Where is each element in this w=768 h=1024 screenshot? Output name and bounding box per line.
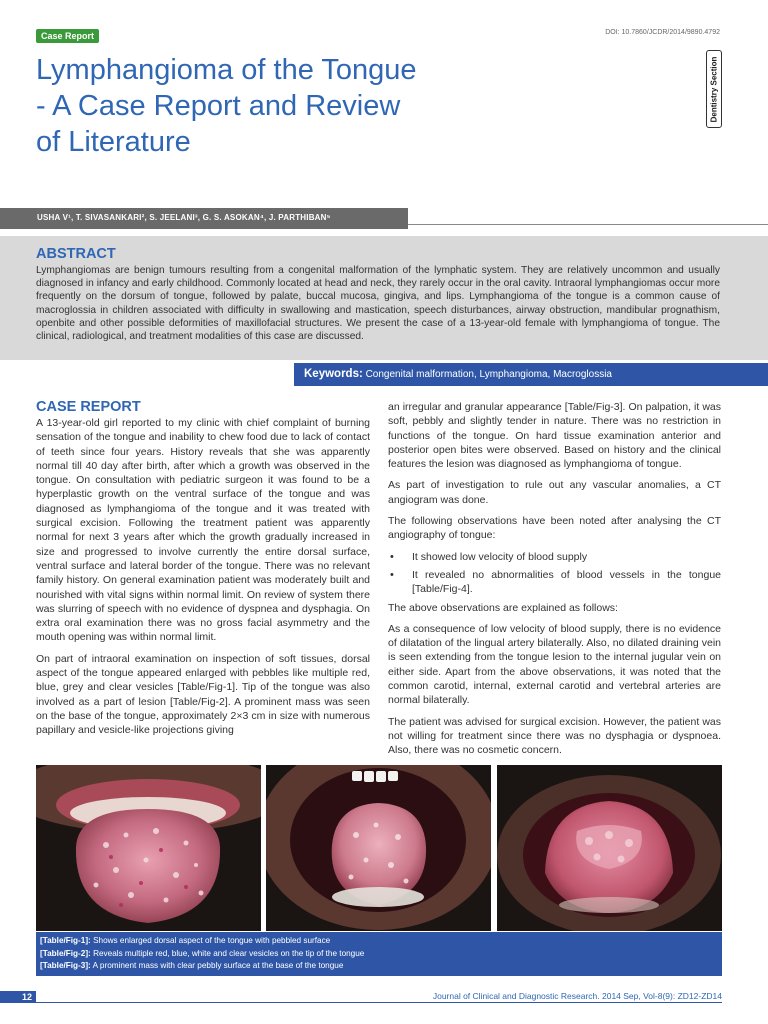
figure-1-photo [36, 765, 261, 931]
abstract-heading: ABSTRACT [36, 246, 116, 262]
paragraph: The patient was advised for surgical excision. However, the patient was not willing for treatment since there was no dysphagia or dyspnoea. Also, there was no cosmetic concern. [388, 715, 721, 757]
title-line-1: Lymphangioma of the Tongue [36, 54, 417, 86]
left-column [36, 400, 370, 745]
article-type-badge: Case Report [36, 29, 99, 43]
figure-2-photo [266, 765, 491, 931]
abstract-section [0, 236, 768, 360]
paragraph: The following observations have been noted after analysing the CT angiography of tongue: [388, 515, 721, 542]
doi: DOI: 10.7860/JCDR/2014/9890.4792 [605, 29, 720, 36]
caption-text: Shows enlarged dorsal aspect of the tongue with pebbled surface [93, 936, 331, 945]
caption-label: [Table/Fig-1]: [40, 936, 91, 945]
article-title [36, 52, 496, 160]
caption-1 [40, 935, 722, 948]
abstract-text: Lymphangiomas are benign tumours resulting from a congenital malformation of the lymphatic system. They are relatively uncommon and usually diagnosed in infancy and early childhood. Commonly located at head and neck, they rarely occur in the oral cavity. Intraoral lymphangiomas occur more frequently on the dorsum of tongue, followed by palate, buccal mucosa, gingiva, and lips. Lymphangioma of the tongue is a common cause of macroglossia in children associated with difficulty in swallowing and mastication, speech disturbances, airway obstruction, mandibular prognathism, openbite and other possible deformities of maxillofacial structures. We present the case of a 13-year-old female with lymphangioma of tongue. The clinical, radiological, and treatment modalities of this case are discussed. [36, 265, 720, 343]
author-list: USHA V¹, T. SIVASANKARI², S. JEELANI³, G. S. ASOKAN⁴, J. PARTHIBAN⁵ [0, 208, 408, 229]
observation-list [388, 550, 721, 597]
caption-text: A prominent mass with clear pebbly surface at the base of the tongue [92, 961, 344, 970]
caption-label: [Table/Fig-2]: [40, 948, 91, 958]
caption-2 [40, 948, 722, 961]
title-line-3: of Literature [36, 126, 191, 158]
title-line-2: - A Case Report and Review [36, 90, 401, 122]
caption-text: Reveals multiple red, blue, white and clear vesicles on the tip of the tongue [93, 948, 365, 958]
caption-3 [40, 960, 722, 973]
paragraph: A 13-year-old girl reported to my clinic with chief complaint of burning sensation of the tongue and inability to chew food due to lack of contact of teeth since four years. History reveals that she was apparently normal till 40 day after birth, after which a growth was observed in the tongue. On consultation with pediatric surgeon it was found to be a hyperplastic growth on the ventral surface of the tongue and was diagnosed as lymphangioma of the tongue and it was treated with surgical excision. Following the treatment patient was apparently normal for next 3 years after which the growth gradually increased in size and progressed to involve currently the entire dorsal surface, ventral surface and lateral border of the tongue. There was no relevant family history. On general examination patient was moderately built and nourished with vital signs within normal limit. On review of system there was slurring of speech with no evidence of dyspnea and dysphagia. On extra oral examination there was no gross facial asymmetry and the mouth opening was within normal limit. [36, 417, 370, 644]
figure-captions [36, 932, 722, 976]
caption-label: [Table/Fig-3]: [40, 961, 91, 970]
section-tab [706, 50, 722, 128]
journal-citation: Journal of Clinical and Diagnostic Research. 2014 Sep, Vol-8(9): ZD12-ZD14 [432, 991, 722, 1001]
footer-divider [36, 1002, 722, 1003]
list-item: • It showed low velocity of blood supply [388, 550, 721, 564]
paragraph: The above observations are explained as follows: [388, 601, 618, 614]
list-item: • It revealed no abnormalities of blood vessels in the tongue [Table/Fig-4]. [388, 568, 721, 597]
keywords-bar [294, 363, 768, 386]
case-report-heading: CASE REPORT [36, 399, 141, 415]
keywords-label: Keywords: [304, 368, 363, 380]
section-label: Dentistry Section [709, 56, 719, 122]
divider [408, 224, 768, 225]
right-column [388, 400, 721, 765]
page-number: 12 [0, 991, 36, 1003]
paragraph: As a consequence of low velocity of blood supply, there is no evidence of dilatation of the lingual artery bilaterally. Also, no dilated draining vein is seen extending from the tongue lesion to the internal jugular vein on either side. Apart from the above observations, it was noted that the common carotid, internal, external carotid and vertebral arteries are normal bilaterally. [388, 622, 721, 707]
paragraph: an irregular and granular appearance [Table/Fig-3]. On palpation, it was soft, pebbly and slightly tender in nature. There was no restriction in functions of the tongue. On hard tissue examination anterior and posterior open bites were observed. Based on history and the clinical features the lesion was diagnosed as lymphangioma of tongue. [388, 401, 721, 471]
figure-3-photo [497, 765, 722, 931]
figure-strip [36, 765, 722, 931]
keywords-text: Congenital malformation, Lymphangioma, Macroglossia [365, 369, 612, 380]
paragraph: As part of investigation to rule out any vascular anomalies, a CT angiogram was done. [388, 479, 721, 506]
paragraph: On part of intraoral examination on inspection of soft tissues, dorsal aspect of the tongue appeared enlarged with pebbles like multiple red, blue, grey and clear vesicles [Table/Fig-1]. Tip of the tongue was also involved as a part of lesion [Table/Fig-2]. A prominent mass was seen on the base of the tongue, approximately 2×3 cm in size with numerous papillary and vesicle-like projections giving [36, 652, 370, 737]
